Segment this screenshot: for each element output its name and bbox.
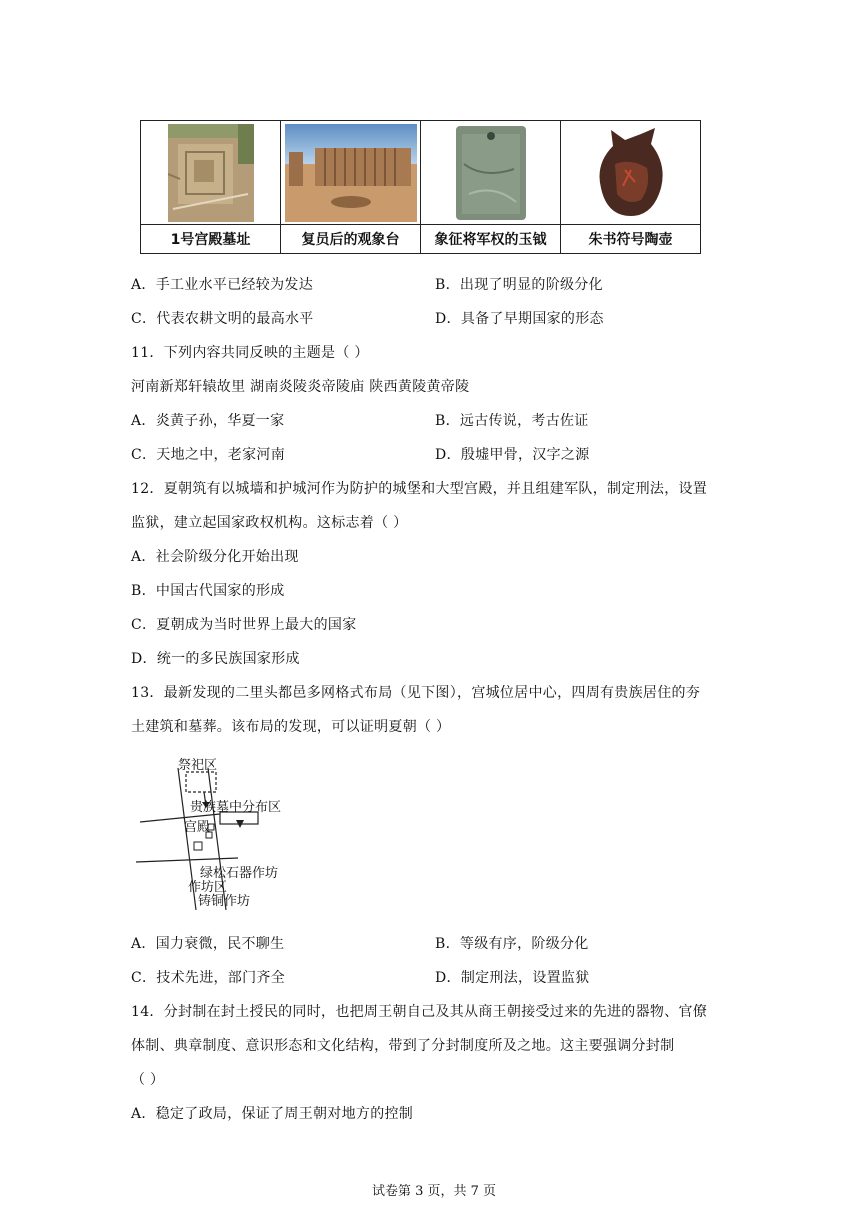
q10-option-c: C．代表农耕文明的最高水平	[131, 311, 314, 327]
q12-option-a: A．社会阶级分化开始出现	[131, 549, 299, 565]
q10-option-a: A．手工业水平已经较为发达	[131, 277, 314, 293]
map-label-noble-tombs: 贵族墓中分布区	[190, 800, 282, 815]
q11-option-c: C．天地之中，老家河南	[131, 447, 286, 463]
artifact-image-table	[140, 120, 701, 254]
caption-4: 朱书符号陶壶	[561, 225, 701, 254]
image-cell-2	[281, 121, 421, 225]
q11-option-d: D．殷墟甲骨，汉字之源	[435, 447, 590, 463]
q10-option-b: B．出现了明显的阶级分化	[435, 277, 603, 293]
image-cell-3	[421, 121, 561, 225]
q13-option-b: B．等级有序，阶级分化	[435, 936, 589, 952]
q10-option-d: D．具备了早期国家的形态	[435, 311, 604, 327]
map-label-bronze-workshop: 铸铜作坊	[198, 894, 251, 909]
q12-option-d: D．统一的多民族国家形成	[131, 651, 300, 667]
q14-stem-line1: 14．分封制在封土授民的同时，也把周王朝自己及其从商王朝接受过来的先进的器物、官僚	[131, 1004, 708, 1020]
q13-option-c: C．技术先进，部门齐全	[131, 970, 286, 986]
map-label-turquoise-workshop: 绿松石器作坊	[200, 866, 279, 881]
q14-option-a: A．稳定了政局，保证了周王朝对地方的控制	[131, 1106, 414, 1122]
q13-stem-line2: 土建筑和墓葬。该布局的发现，可以证明夏朝（ ）	[131, 719, 451, 735]
vermilion-pottery-pot-photo	[591, 124, 671, 222]
palace-site-aerial-photo	[168, 124, 254, 222]
caption-2: 复员后的观象台	[281, 225, 421, 254]
map-label-palace: 宫殿	[184, 820, 211, 835]
q13-stem-line1: 13．最新发现的二里头都邑多网格式布局（见下图），宫城位居中心，四周有贵族居住的夯	[131, 685, 701, 701]
q11-sources: 河南新郑轩辕故里 湖南炎陵炎帝陵庙 陕西黄陵黄帝陵	[131, 379, 470, 395]
q13-option-d: D．制定刑法，设置监狱	[435, 970, 590, 986]
q12-stem-line2: 监狱，建立起国家政权机构。这标志着（ ）	[131, 515, 408, 531]
caption-1: 1号宫殿墓址	[141, 225, 281, 254]
q11-option-a: A．炎黄子孙，华夏一家	[131, 413, 285, 429]
caption-3: 象征将军权的玉钺	[421, 225, 561, 254]
q12-option-b: B．中国古代国家的形成	[131, 583, 285, 599]
map-label-workshop-area: 作坊区	[188, 880, 228, 895]
q13-option-a: A．国力衰微，民不聊生	[131, 936, 285, 952]
q14-stem-line2: 体制、典章制度、意识形态和文化结构，带到了分封制度所及之地。这主要强调分封制	[131, 1038, 675, 1054]
q12-option-c: C．夏朝成为当时世界上最大的国家	[131, 617, 357, 633]
page-footer: 试卷第 3 页，共 7 页	[371, 1184, 497, 1199]
observatory-photo	[285, 124, 417, 222]
q14-stem-line3: （ ）	[131, 1072, 165, 1088]
image-cell-1	[141, 121, 281, 225]
q11-option-b: B．远古传说，考古佐证	[435, 413, 589, 429]
jade-axe-photo	[454, 124, 528, 222]
image-cell-4	[561, 121, 701, 225]
q12-stem-line1: 12．夏朝筑有以城墙和护城河作为防护的城堡和大型宫殿，并且组建军队，制定刑法，设置	[131, 481, 708, 497]
erlitou-layout-map	[130, 750, 310, 910]
q11-stem: 11．下列内容共同反映的主题是（ ）	[131, 345, 369, 361]
map-label-sacrifice-area: 祭祀区	[178, 758, 218, 773]
